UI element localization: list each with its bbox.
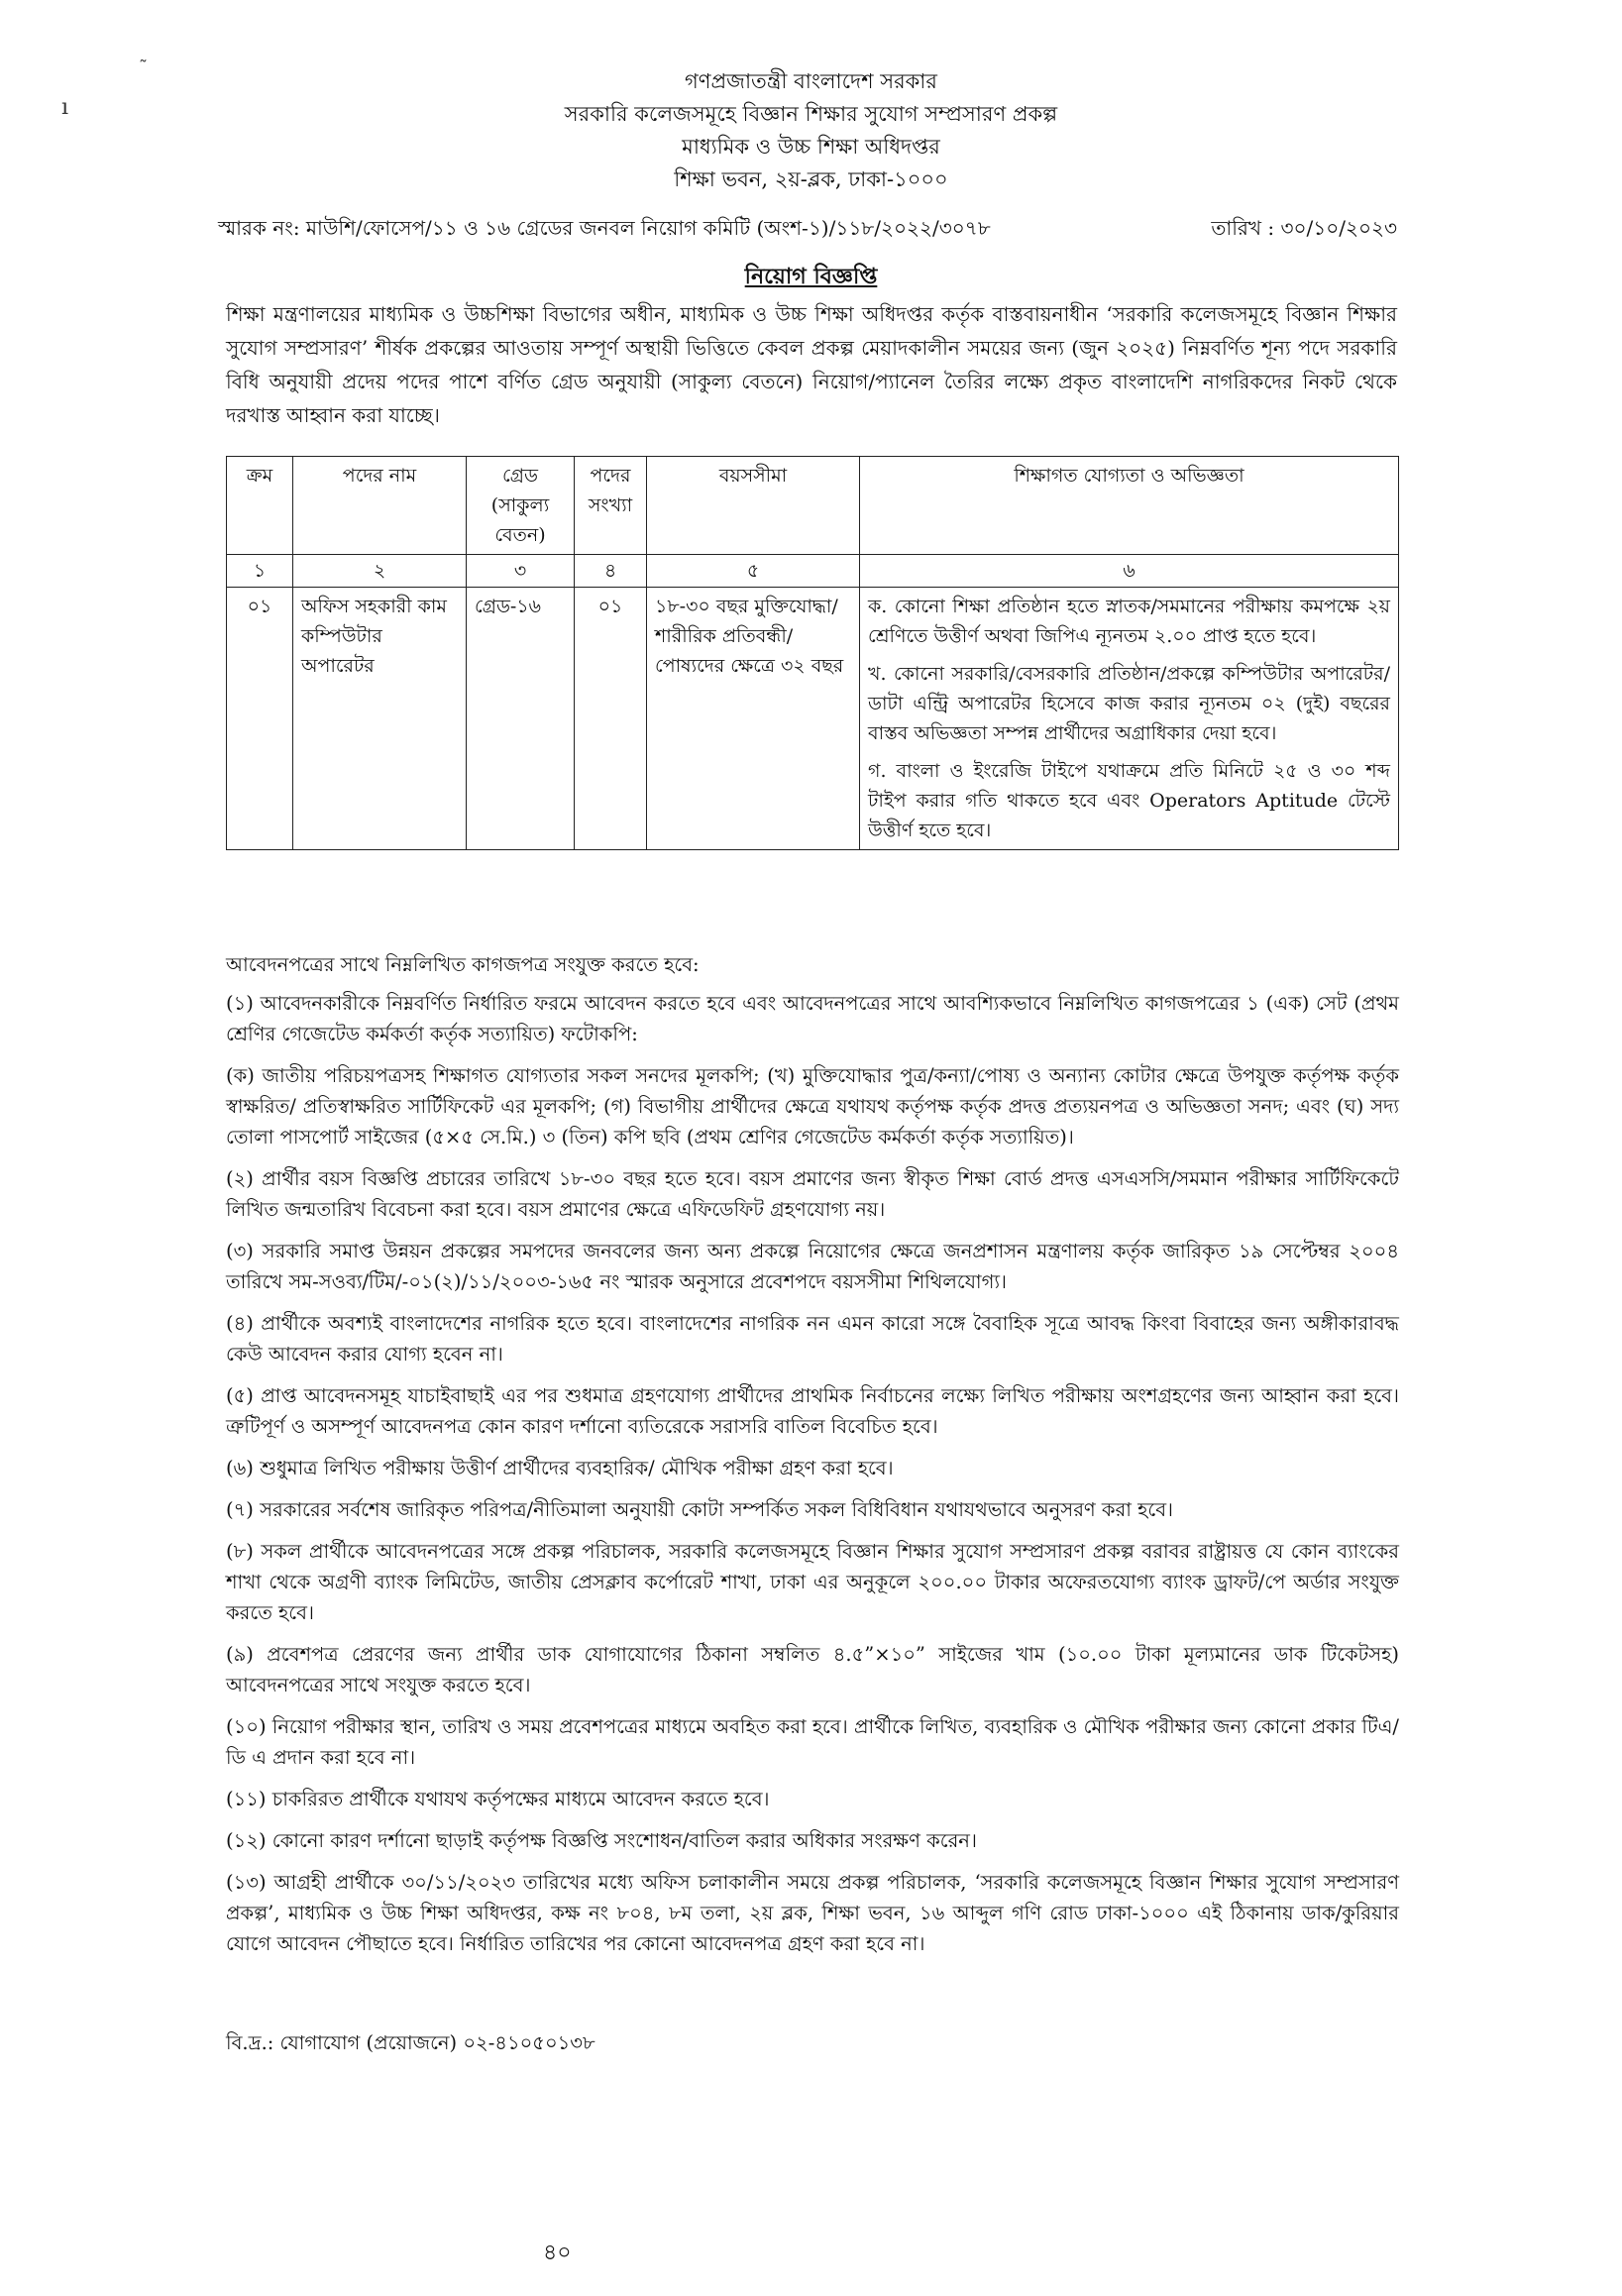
page-number: ৪০	[543, 2241, 572, 2265]
condition-6: (৬) শুধুমাত্র লিখিত পরীক্ষায় উত্তীর্ণ প্রার্থীদের ব্যবহারিক/ মৌখিক পরীক্ষা গ্রহণ করা হবে।	[226, 1457, 894, 1479]
cell-serial: ০১	[227, 588, 293, 850]
col-number: ৬	[860, 555, 1399, 588]
condition-13: (১৩) আগ্রহী প্রার্থীকে ৩০/১১/২০২৩ তারিখের মধ্যে অফিস চলাকালীন সময়ে প্রকল্প পরিচালক, ‘সরকারি কলেজসমূহে বিজ্ঞান শিক্ষার সুযোগ সম্প্রসারণ প্রকল্প’, মাধ্যমিক ও উচ্চ শিক্ষা অধিদপ্তর, কক্ষ নং ৮০৪, ৮ম তলা, ২য় ব্লক, শিক্ষা ভবন, ১৬ আব্দুল গণি রোড ঢাকা-১০০০ এই ঠিকানায় ডাক/কুরিয়ার যোগে আবেদন পৌছাতে হবে। নির্ধারিত তারিখের পর কোনো আবেদনপত্র গ্রহণ করা হবে না।	[226, 1871, 1399, 1955]
scan-mark: ˜	[139, 57, 148, 78]
condition-8: (৮) সকল প্রার্থীকে আবেদনপত্রের সঙ্গে প্রকল্প পরিচালক, সরকারি কলেজসমূহে বিজ্ঞান শিক্ষার সুযোগ সম্প্রসারণ প্রকল্প বরাবর রাষ্ট্রায়ত্ত যে কোন ব্যাংকের শাখা থেকে অগ্রণী ব্যাংক লিমিটেড, জাতীয় প্রেসক্লাব কর্পোরেট শাখা, ঢাকা এর অনুকূলে ২০০.০০ টাকার অফেরতযোগ্য ব্যাংক ড্রাফট/পে অর্ডার সংযুক্ত করতে হবে।	[226, 1540, 1399, 1624]
cell-qualification	[860, 588, 1399, 850]
letterhead	[0, 65, 1622, 196]
condition-5: (৫) প্রাপ্ত আবেদনসমূহ যাচাইবাছাই এর পর শুধমাত্র গ্রহণযোগ্য প্রার্থীদের প্রাথমিক নির্বাচনের লক্ষ্যে লিখিত পরীক্ষায় অংশগ্রহণের জন্য আহ্বান করা হবে। ত্রুটিপূর্ণ ও অসম্পূর্ণ আবেদনপত্র কোন কারণ দর্শানো ব্যতিরেকে সরাসরি বাতিল বিবেচিত হবে।	[226, 1384, 1399, 1438]
condition-3: (৩) সরকারি সমাপ্ত উন্নয়ন প্রকল্পের সমপদের জনবলের জন্য অন্য প্রকল্পে নিয়োগের ক্ষেত্রে জনপ্রশাসন মন্ত্রণালয় কর্তৃক জারিকৃত ১৯ সেপ্টেম্বর ২০০৪ তারিখে সম-সওব্য/টিম/-০১(২)/১১/২০০৩-১৬৫ নং স্মারক অনুসারে প্রবেশপদে বয়সসীমা শিথিলযোগ্য।	[226, 1240, 1399, 1293]
condition-1: (১) আবেদনকারীকে নিম্নবর্ণিত নির্ধারিত ফরমে আবেদন করতে হবে এবং আবেদনপত্রের সাথে আবশ্যিকভাবে নিম্নলিখিত কাগজপত্রের ১ (এক) সেট (প্রথম শ্রেণির গেজেটেড কর্মকর্তা কর্তৃক সত্যায়িত) ফটোকপি:	[226, 992, 1399, 1045]
col-header-serial: ক্রম	[227, 457, 293, 555]
reference-line	[218, 214, 1397, 247]
conditions-section	[226, 949, 1399, 1970]
col-number: ৩	[467, 555, 575, 588]
scan-mark: ı	[61, 95, 69, 120]
cell-grade: গ্রেড-১৬	[467, 588, 575, 850]
condition-9: (৯) প্রবেশপত্র প্রেরণের জন্য প্রার্থীর ডাক যোগাযোগের ঠিকানা সম্বলিত ৪.৫”×১০” সাইজের খাম (১০.০০ টাকা মূল্যমানের ডাক টিকেটসহ) আবেদনপত্রের সাথে সংযুক্ত করতে হবে।	[226, 1643, 1399, 1696]
conditions-lead: আবেদনপত্রের সাথে নিম্নলিখিত কাগজপত্র সংযুক্ত করতে হবে:	[226, 953, 700, 976]
qualification-b: খ. কোনো সরকারি/বেসরকারি প্রতিষ্ঠান/প্রকল্পে কম্পিউটার অপারেটর/ডাটা এন্ট্রি অপারেটর হিসেবে কাজ করার ন্যূনতম ০২ (দুই) বছরের বাস্তব অভিজ্ঞতা সম্পন্ন প্রার্থীদের অগ্রাধিকার দেয়া হবে।	[868, 663, 1390, 744]
qualification-a: ক. কোনো শিক্ষা প্রতিষ্ঠান হতে স্নাতক/সমমানের পরীক্ষায় কমপক্ষে ২য় শ্রেণিতে উত্তীর্ণ অথবা জিপিএ ন্যূনতম ২.০০ প্রাপ্ত হতে হবে।	[868, 596, 1390, 647]
condition-10: (১০) নিয়োগ পরীক্ষার স্থান, তারিখ ও সময় প্রবেশপত্রের মাধ্যমে অবহিত করা হবে। প্রার্থীকে লিখিত, ব্যবহারিক ও মৌখিক পরীক্ষার জন্য কোনো প্রকার টিএ/ডি এ প্রদান করা হবে না।	[226, 1715, 1399, 1769]
col-header-grade: গ্রেড (সাকুল্য বেতন)	[467, 457, 575, 555]
cell-post: অফিস সহকারী কাম কম্পিউটার অপারেটর	[293, 588, 467, 850]
table-number-row	[227, 555, 1399, 588]
col-number: ২	[293, 555, 467, 588]
vacancy-table	[226, 456, 1399, 850]
header-line-3: মাধ্যমিক ও উচ্চ শিক্ষা অধিদপ্তর	[682, 135, 940, 159]
condition-7: (৭) সরকারের সর্বশেষ জারিকৃত পরিপত্র/নীতিমালা অনুযায়ী কোটা সম্পর্কিত সকল বিধিবিধান যথাযথভাবে অনুসরণ করা হবে।	[226, 1498, 1174, 1521]
col-header-post: পদের নাম	[293, 457, 467, 555]
col-number: ৪	[575, 555, 647, 588]
memo-number: স্মারক নং: মাউশি/ফোসেপ/১১ ও ১৬ গ্রেডের জনবল নিয়োগ কমিটি (অংশ-১)/১১৮/২০২২/৩০৭৮	[218, 216, 991, 240]
col-number: ৫	[647, 555, 860, 588]
col-header-count: পদের সংখ্যা	[575, 457, 647, 555]
header-line-1: গণপ্রজাতন্ত্রী বাংলাদেশ সরকার	[685, 69, 937, 93]
contact-note: বি.দ্র.: যোগাযোগ (প্রয়োজনে) ০২-৪১০৫০১৩৮	[226, 2031, 595, 2054]
notice-title: নিয়োগ বিজ্ঞপ্তি	[744, 264, 878, 289]
cell-age: ১৮-৩০ বছর মুক্তিযোদ্ধা/শারীরিক প্রতিবন্ধী/পোষ্যদের ক্ষেত্রে ৩২ বছর	[647, 588, 860, 850]
condition-11: (১১) চাকরিরত প্রার্থীকে যথাযথ কর্তৃপক্ষের মাধ্যমে আবেদন করতে হবে।	[226, 1788, 770, 1810]
col-header-qualification: শিক্ষাগত যোগ্যতা ও অভিজ্ঞতা	[860, 457, 1399, 555]
table-row	[227, 588, 1399, 850]
col-header-age: বয়সসীমা	[647, 457, 860, 555]
qualification-c: গ. বাংলা ও ইংরেজি টাইপে যথাক্রমে প্রতি মিনিটে ২৫ ও ৩০ শব্দ টাইপ করার গতি থাকতে হবে এবং Operators Aptitude টেস্টে উত্তীর্ণ হতে হবে।	[868, 760, 1390, 841]
condition-2: (২) প্রার্থীর বয়স বিজ্ঞপ্তি প্রচারের তারিখে ১৮-৩০ বছর হতে হবে। বয়স প্রমাণের জন্য স্বীকৃত শিক্ষা বোর্ড প্রদত্ত এসএসসি/সমমান পরীক্ষার সার্টিফিকেটে লিখিত জন্মতারিখ বিবেচনা করা হবে। বয়স প্রমাণের ক্ষেত্রে এফিডেফিট গ্রহণযোগ্য নয়।	[226, 1167, 1399, 1221]
condition-4: (৪) প্রার্থীকে অবশ্যই বাংলাদেশের নাগরিক হতে হবে। বাংলাদেশের নাগরিক নন এমন কারো সঙ্গে বৈবাহিক সূত্রে আবদ্ধ কিংবা বিবাহের জন্য অঙ্গীকারাবদ্ধ কেউ আবেদন করার যোগ্য হবেন না।	[226, 1312, 1399, 1366]
intro-paragraph: শিক্ষা মন্ত্রণালয়ের মাধ্যমিক ও উচ্চশিক্ষা বিভাগের অধীন, মাধ্যমিক ও উচ্চ শিক্ষা অধিদপ্তর কর্তৃক বাস্তবায়নাধীন ‘সরকারি কলেজসমূহে বিজ্ঞান শিক্ষার সুযোগ সম্প্রসারণ’ শীর্ষক প্রকল্পের আওতায় সম্পূর্ণ অস্থায়ী ভিত্তিতে কেবল প্রকল্প মেয়াদকালীন সময়ের জন্য (জুন ২০২৫) নিম্নবর্ণিত শূন্য পদে সরকারি বিধি অনুযায়ী প্রদেয় পদের পাশে বর্ণিত গ্রেড অনুযায়ী (সাকুল্য বেতনে) নিয়োগ/প্যানেল তৈরির লক্ষ্যে প্রকৃত বাংলাদেশি নাগরিকদের নিকট থেকে দরখাস্ত আহ্বান করা যাচ্ছে।	[226, 302, 1397, 427]
notice-date: তারিখ : ৩০/১০/২০২৩	[1211, 216, 1397, 240]
table-header-row	[227, 457, 1399, 555]
condition-12: (১২) কোনো কারণ দর্শানো ছাড়াই কর্তৃপক্ষ বিজ্ঞপ্তি সংশোধন/বাতিল করার অধিকার সংরক্ষণ করেন।	[226, 1829, 977, 1852]
condition-1-documents: (ক) জাতীয় পরিচয়পত্রসহ শিক্ষাগত যোগ্যতার সকল সনদের মূলকপি; (খ) মুক্তিযোদ্ধার পুত্র/কন্যা/পোষ্য ও অন্যান্য কোটার ক্ষেত্রে উপযুক্ত কর্তৃপক্ষ কর্তৃক স্বাক্ষরিত/ প্রতিস্বাক্ষরিত সার্টিফিকেট এর মূলকপি; (গ) বিভাগীয় প্রার্থীদের ক্ষেত্রে যথাযথ কর্তৃপক্ষ কর্তৃক প্রদত্ত প্রত্যয়নপত্র ও অভিজ্ঞতা সনদ; এবং (ঘ) সদ্য তোলা পাসপোর্ট সাইজের (৫×৫ সে.মি.) ৩ (তিন) কপি ছবি (প্রথম শ্রেণির গেজেটেড কর্মকর্তা কর্তৃক সত্যায়িত)।	[226, 1064, 1399, 1148]
col-number: ১	[227, 555, 293, 588]
header-line-4: শিক্ষা ভবন, ২য়-ব্লক, ঢাকা-১০০০	[674, 167, 948, 191]
header-line-2: সরকারি কলেজসমূহে বিজ্ঞান শিক্ষার সুযোগ সম্প্রসারণ প্রকল্প	[564, 102, 1058, 126]
cell-count: ০১	[575, 588, 647, 850]
